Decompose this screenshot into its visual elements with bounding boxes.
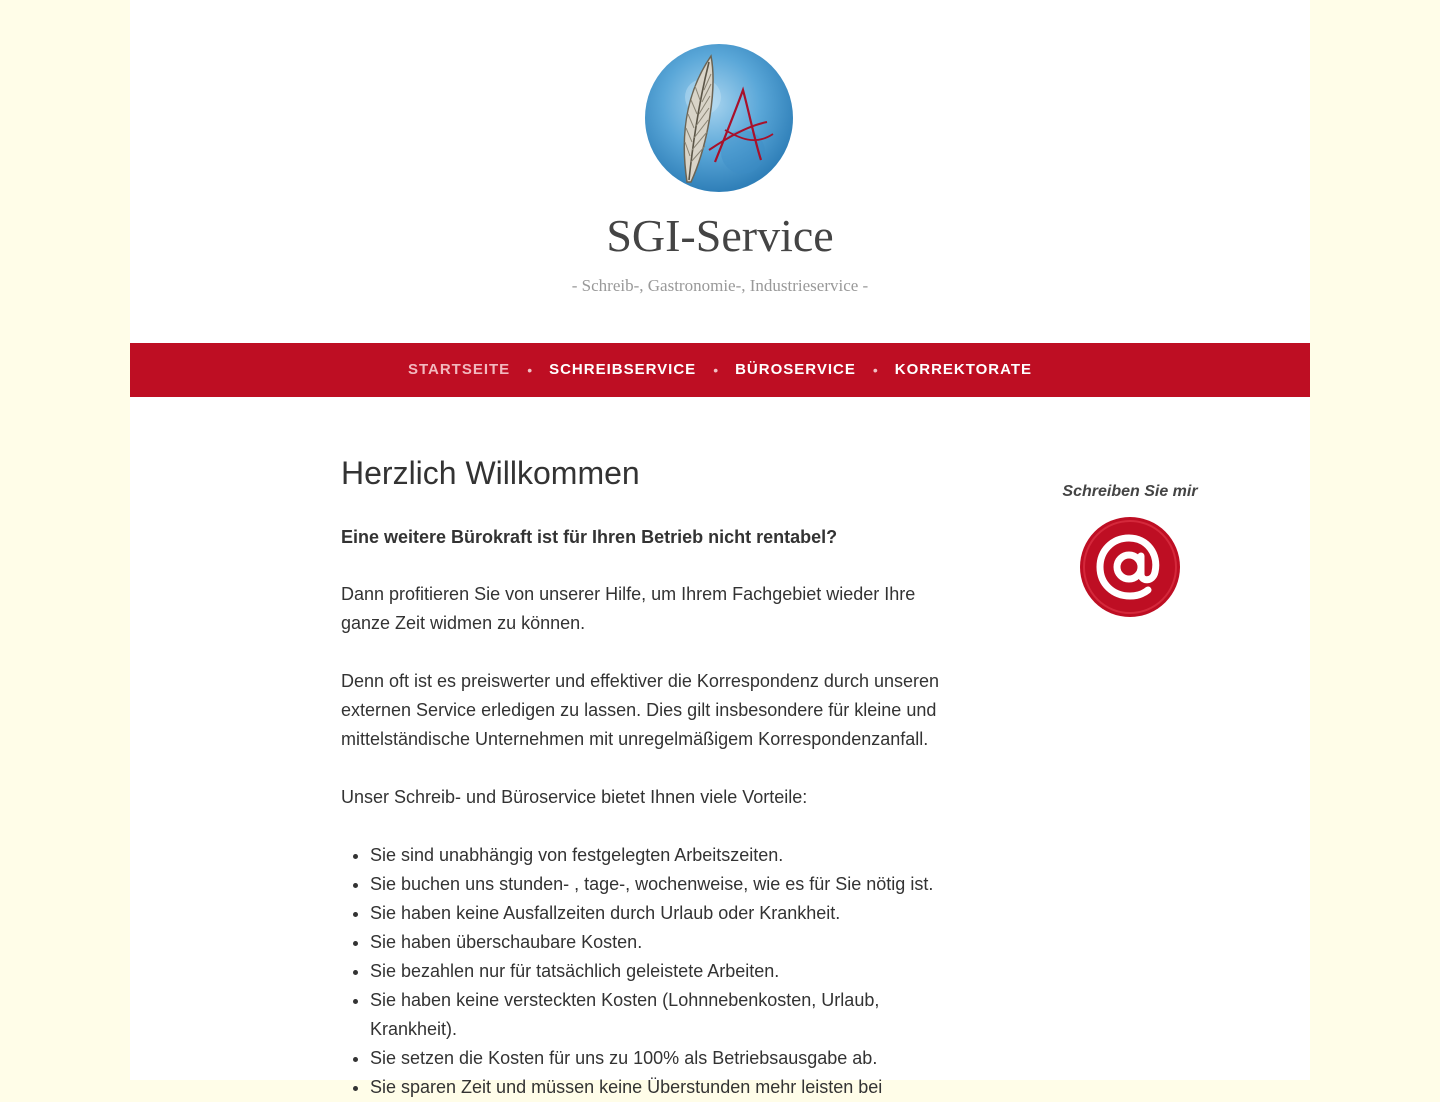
list-item: • Sie buchen uns stunden- , tage-, wochenweise, wie es für Sie nötig ist. <box>370 870 951 899</box>
list-item: • Sie haben überschaubare Kosten. <box>370 928 951 957</box>
paragraph: Dann profitieren Sie von unserer Hilfe, um Ihrem Fachgebiet wieder Ihre ganze Zeit widmen zu können. <box>341 584 916 633</box>
widget-title: Schreiben Sie mir <box>1062 483 1198 500</box>
list-item: • Sie sind unabhängig von festgelegten Arbeitszeiten. <box>370 841 951 870</box>
list-item: • Sie bezahlen nur für tatsächlich geleistete Arbeiten. <box>370 957 951 986</box>
site-title[interactable]: SGI-Service <box>606 210 834 261</box>
lead-question: Eine weitere Bürokraft ist für Ihren Betrieb nicht rentabel? <box>341 527 838 547</box>
list-item: • Sie haben keine Ausfallzeiten durch Urlaub oder Krankheit. <box>370 899 951 928</box>
feather-monogram-logo-icon[interactable] <box>643 42 795 194</box>
nav-item-schreibservice[interactable]: SCHREIBSERVICE <box>549 361 697 378</box>
list-item: • Sie sparen Zeit und müssen keine Überstunden mehr leisten bei <box>370 1073 951 1102</box>
sidebar <box>1030 480 1230 618</box>
nav-item-startseite[interactable]: STARTSEITE <box>407 361 511 378</box>
nav-item-bueroservice[interactable]: BÜROSERVICE <box>735 361 856 378</box>
page-title: Herzlich Willkommen <box>341 455 640 491</box>
paragraph: Unser Schreib- und Büroservice bietet Ihnen viele Vorteile: <box>341 787 808 807</box>
nav-separator: • <box>872 362 878 378</box>
benefits-list <box>341 841 951 1102</box>
main-content <box>341 450 951 1102</box>
page-container <box>130 0 1310 1097</box>
site-tagline: - Schreib-, Gastronomie-, Industrieservice - <box>571 276 869 295</box>
main-navigation <box>130 343 1310 397</box>
nav-separator: • <box>713 362 719 378</box>
at-sign-mail-icon[interactable] <box>1079 516 1181 618</box>
nav-item-korrektorate[interactable]: KORREKTORATE <box>894 361 1033 378</box>
nav-separator: • <box>527 362 533 378</box>
article-body <box>341 523 951 1102</box>
site-header <box>130 0 1310 343</box>
list-item: • Sie setzen die Kosten für uns zu 100% als Betriebsausgabe ab. <box>370 1044 951 1073</box>
paragraph: Denn oft ist es preiswerter und effektiver die Korrespondenz durch unseren externen Service erledigen zu lassen. Dies gilt insbesondere für kleine und mittelständische Unternehmen mit unregelmäßigem Korrespondenzanfall. <box>341 671 939 749</box>
list-item: • Sie haben keine versteckten Kosten (Lohnnebenkosten, Urlaub, Krankheit). <box>370 986 951 1044</box>
